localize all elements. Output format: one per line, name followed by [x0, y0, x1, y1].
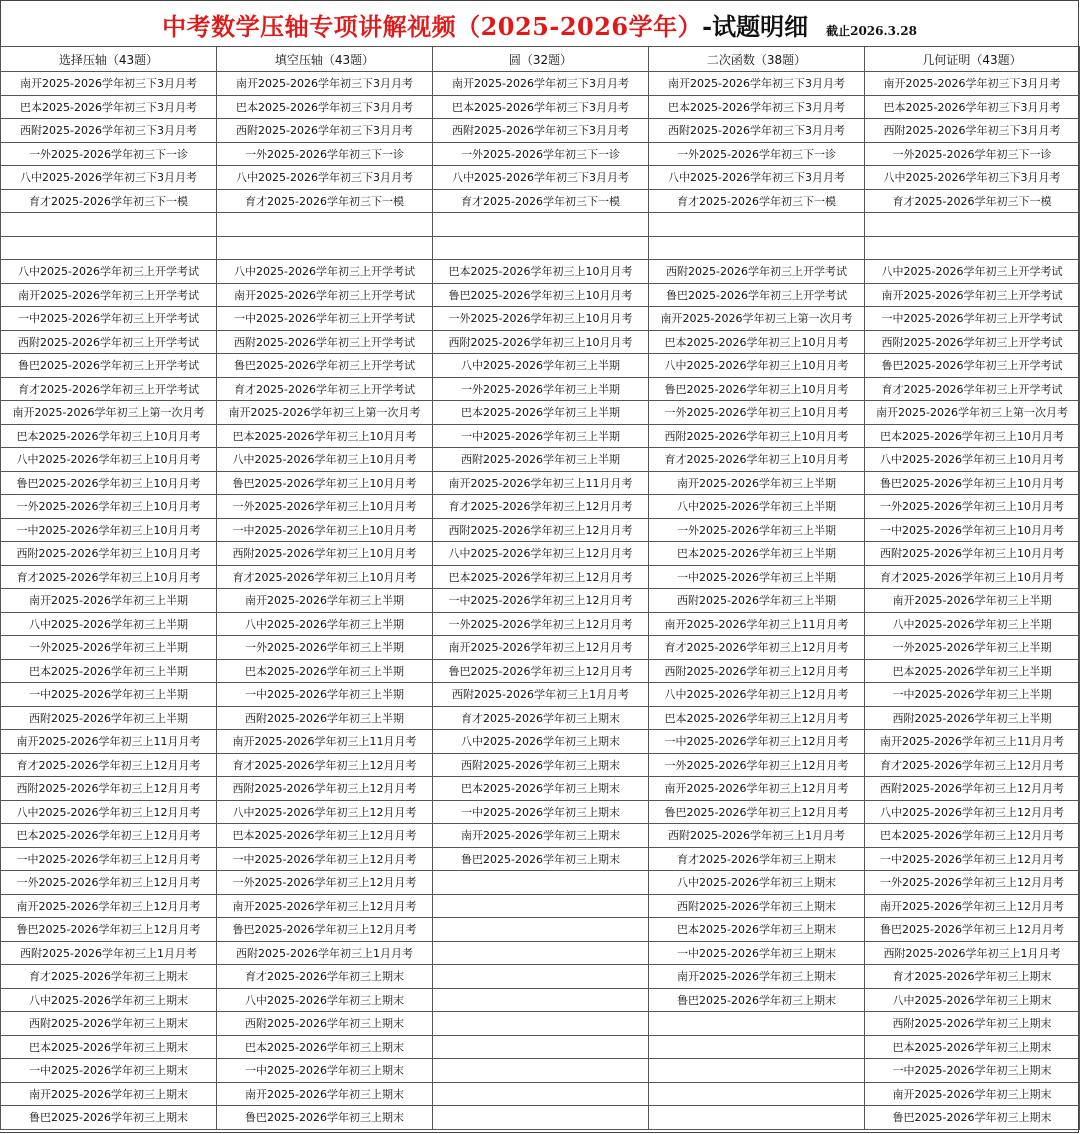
table-cell[interactable]: 一外2025-2026学年初三上半期	[217, 636, 433, 660]
column-header[interactable]: 选择压轴（43题）	[1, 47, 217, 72]
table-cell[interactable]: 八中2025-2026学年初三下3月月考	[433, 166, 649, 190]
table-cell[interactable]: 巴本2025-2026学年初三上10月月考	[1, 424, 217, 448]
table-cell[interactable]: 南开2025-2026学年初三上11月月考	[217, 730, 433, 754]
table-cell[interactable]: 鲁巴2025-2026学年初三上10月月考	[1, 471, 217, 495]
table-cell[interactable]: 南开2025-2026学年初三上第一次月考	[1, 401, 217, 425]
table-cell[interactable]: 八中2025-2026学年初三上12月月考	[217, 800, 433, 824]
table-cell[interactable]	[649, 1059, 865, 1083]
table-cell[interactable]: 一外2025-2026学年初三上12月月考	[433, 612, 649, 636]
title-main: 中考数学压轴专项讲解视频（2025-2026学年）	[162, 12, 703, 41]
table-cell[interactable]: 一中2025-2026学年初三上12月月考	[1, 847, 217, 871]
table-cell[interactable]: 一中2025-2026学年初三上开学考试	[1, 307, 217, 331]
table-body	[1, 72, 1080, 1130]
table-cell[interactable]	[649, 1012, 865, 1036]
table-cell[interactable]: 八中2025-2026学年初三上期末	[217, 988, 433, 1012]
cutoff-date: 截止2026.3.28	[826, 24, 917, 38]
table-cell[interactable]: 巴本2025-2026学年初三上期末	[1, 1035, 217, 1059]
table-row	[1, 659, 1080, 683]
title	[1, 7, 1078, 42]
table-cell[interactable]: 西附2025-2026学年初三下3月月考	[1, 119, 217, 143]
table-cell[interactable]: 育才2025-2026学年初三下一模	[217, 189, 433, 213]
exam-table	[0, 46, 1080, 1130]
table-cell[interactable]: 一中2025-2026学年初三上12月月考	[649, 730, 865, 754]
table-cell[interactable]: 育才2025-2026学年初三上12月月考	[217, 753, 433, 777]
table-cell[interactable]: 西附2025-2026学年初三上1月月考	[1, 941, 217, 965]
table-cell[interactable]: 西附2025-2026学年初三上半期	[433, 448, 649, 472]
table-cell[interactable]: 鲁巴2025-2026学年初三上12月月考	[1, 918, 217, 942]
table-row	[1, 119, 1080, 143]
table-row	[1, 1012, 1080, 1036]
table-cell[interactable]	[433, 213, 649, 237]
table-cell[interactable]: 一外2025-2026学年初三下一诊	[217, 142, 433, 166]
table-cell[interactable]: 西附2025-2026学年初三上期末	[649, 894, 865, 918]
table-row	[1, 988, 1080, 1012]
table-cell[interactable]: 巴本2025-2026学年初三上期末	[865, 1035, 1080, 1059]
table-cell[interactable]: 育才2025-2026学年初三上期末	[433, 706, 649, 730]
table-cell[interactable]: 育才2025-2026学年初三上期末	[217, 965, 433, 989]
table-cell[interactable]	[649, 1082, 865, 1106]
table-cell[interactable]: 南开2025-2026学年初三上第一次月考	[649, 307, 865, 331]
table-cell[interactable]: 八中2025-2026学年初三上10月月考	[649, 354, 865, 378]
table-cell[interactable]: 西附2025-2026学年初三上半期	[1, 706, 217, 730]
table-cell[interactable]: 八中2025-2026学年初三上期末	[1, 988, 217, 1012]
table-row	[1, 354, 1080, 378]
table-cell[interactable]: 育才2025-2026学年初三上12月月考	[1, 753, 217, 777]
table-cell[interactable]: 西附2025-2026学年初三上12月月考	[649, 659, 865, 683]
table-row	[1, 871, 1080, 895]
table-row	[1, 260, 1080, 284]
table-cell[interactable]: 育才2025-2026学年初三上开学考试	[865, 377, 1080, 401]
table-cell[interactable]: 一外2025-2026学年初三上10月月考	[433, 307, 649, 331]
table-cell[interactable]: 一外2025-2026学年初三下一诊	[1, 142, 217, 166]
table-cell[interactable]: 巴本2025-2026学年初三下3月月考	[865, 95, 1080, 119]
table-cell[interactable]: 八中2025-2026学年初三上10月月考	[217, 448, 433, 472]
table-cell[interactable]: 巴本2025-2026学年初三上期末	[433, 777, 649, 801]
table-cell[interactable]: 八中2025-2026学年初三下3月月考	[217, 166, 433, 190]
table-cell[interactable]: 育才2025-2026学年初三下一模	[1, 189, 217, 213]
table-cell[interactable]: 南开2025-2026学年初三上期末	[433, 824, 649, 848]
table-row	[1, 283, 1080, 307]
table-cell[interactable]: 西附2025-2026学年初三上开学考试	[1, 330, 217, 354]
table-cell[interactable]: 西附2025-2026学年初三上12月月考	[1, 777, 217, 801]
table-cell[interactable]: 西附2025-2026学年初三上开学考试	[865, 330, 1080, 354]
table-cell[interactable]	[433, 1012, 649, 1036]
table-cell[interactable]: 巴本2025-2026学年初三上12月月考	[1, 824, 217, 848]
table-cell[interactable]	[1, 213, 217, 237]
table-cell[interactable]: 西附2025-2026学年初三上12月月考	[433, 518, 649, 542]
table-cell[interactable]: 鲁巴2025-2026学年初三上期末	[433, 847, 649, 871]
table-cell[interactable]: 巴本2025-2026学年初三下3月月考	[433, 95, 649, 119]
table-cell[interactable]: 巴本2025-2026学年初三下3月月考	[1, 95, 217, 119]
table-cell[interactable]: 育才2025-2026学年初三上期末	[1, 965, 217, 989]
table-cell[interactable]: 一中2025-2026学年初三上期末	[433, 800, 649, 824]
table-cell[interactable]: 西附2025-2026学年初三上半期	[649, 589, 865, 613]
table-cell[interactable]: 一中2025-2026学年初三上期末	[1, 1059, 217, 1083]
table-cell[interactable]	[433, 236, 649, 260]
table-cell[interactable]: 八中2025-2026学年初三上期末	[865, 988, 1080, 1012]
table-cell[interactable]: 南开2025-2026学年初三上期末	[1, 1082, 217, 1106]
table-cell[interactable]: 巴本2025-2026学年初三上10月月考	[865, 424, 1080, 448]
table-cell[interactable]: 一外2025-2026学年初三下一诊	[649, 142, 865, 166]
table-cell[interactable]: 一中2025-2026学年初三上期末	[649, 941, 865, 965]
table-cell[interactable]: 一外2025-2026学年初三上12月月考	[649, 753, 865, 777]
table-cell[interactable]: 育才2025-2026学年初三上12月月考	[433, 495, 649, 519]
table-cell[interactable]: 南开2025-2026学年初三上12月月考	[649, 777, 865, 801]
table-cell[interactable]: 西附2025-2026学年初三上期末	[433, 753, 649, 777]
table-row	[1, 824, 1080, 848]
table-cell[interactable]: 育才2025-2026学年初三下一模	[433, 189, 649, 213]
table-row	[1, 95, 1080, 119]
table-cell[interactable]: 育才2025-2026学年初三下一模	[649, 189, 865, 213]
table-row	[1, 213, 1080, 237]
table-cell[interactable]: 南开2025-2026学年初三上11月月考	[865, 730, 1080, 754]
table-row	[1, 777, 1080, 801]
table-cell[interactable]: 一中2025-2026学年初三上期末	[865, 1059, 1080, 1083]
table-cell[interactable]: 巴本2025-2026学年初三下3月月考	[649, 95, 865, 119]
table-cell[interactable]: 育才2025-2026学年初三上期末	[865, 965, 1080, 989]
table-cell[interactable]	[433, 1106, 649, 1130]
table-cell[interactable]: 一中2025-2026学年初三上12月月考	[433, 589, 649, 613]
table-cell[interactable]	[649, 1106, 865, 1130]
table-cell[interactable]	[433, 894, 649, 918]
table-row	[1, 1106, 1080, 1130]
table-cell[interactable]: 南开2025-2026学年初三上12月月考	[217, 894, 433, 918]
table-cell[interactable]: 鲁巴2025-2026学年初三上12月月考	[865, 918, 1080, 942]
table-cell[interactable]: 育才2025-2026学年初三上10月月考	[217, 565, 433, 589]
table-cell[interactable]	[433, 965, 649, 989]
table-cell[interactable]: 鲁巴2025-2026学年初三上期末	[217, 1106, 433, 1130]
table-cell[interactable]: 鲁巴2025-2026学年初三上12月月考	[649, 800, 865, 824]
table-cell[interactable]: 鲁巴2025-2026学年初三上开学考试	[217, 354, 433, 378]
table-cell[interactable]: 南开2025-2026学年初三下3月月考	[217, 72, 433, 96]
table-cell[interactable]: 西附2025-2026学年初三上开学考试	[649, 260, 865, 284]
table-cell[interactable]: 一外2025-2026学年初三上半期	[433, 377, 649, 401]
table-cell[interactable]: 西附2025-2026学年初三上10月月考	[1, 542, 217, 566]
table-cell[interactable]: 鲁巴2025-2026学年初三上10月月考	[865, 471, 1080, 495]
table-cell[interactable]: 一外2025-2026学年初三上半期	[865, 636, 1080, 660]
table-cell[interactable]: 西附2025-2026学年初三上期末	[865, 1012, 1080, 1036]
table-row	[1, 72, 1080, 96]
table-cell[interactable]: 西附2025-2026学年初三上开学考试	[217, 330, 433, 354]
table-cell[interactable]	[649, 236, 865, 260]
table-row	[1, 612, 1080, 636]
table-cell[interactable]: 一中2025-2026学年初三上半期	[1, 683, 217, 707]
table-cell[interactable]: 一外2025-2026学年初三上12月月考	[1, 871, 217, 895]
table-cell[interactable]: 育才2025-2026学年初三上10月月考	[649, 448, 865, 472]
table-cell[interactable]: 巴本2025-2026学年初三上12月月考	[865, 824, 1080, 848]
table-cell[interactable]: 南开2025-2026学年初三上期末	[649, 965, 865, 989]
table-cell[interactable]: 巴本2025-2026学年初三上半期	[217, 659, 433, 683]
table-cell[interactable]: 八中2025-2026学年初三上10月月考	[1, 448, 217, 472]
table-cell[interactable]: 八中2025-2026学年初三上半期	[433, 354, 649, 378]
table-row	[1, 330, 1080, 354]
table-cell[interactable]: 鲁巴2025-2026学年初三上12月月考	[433, 659, 649, 683]
table-row	[1, 448, 1080, 472]
table-cell[interactable]	[433, 1059, 649, 1083]
table-cell[interactable]	[217, 236, 433, 260]
table-cell[interactable]: 一外2025-2026学年初三上10月月考	[1, 495, 217, 519]
table-cell[interactable]: 一外2025-2026学年初三上半期	[1, 636, 217, 660]
table-row	[1, 636, 1080, 660]
table-cell[interactable]: 一中2025-2026学年初三上开学考试	[865, 307, 1080, 331]
table-cell[interactable]: 鲁巴2025-2026学年初三上期末	[1, 1106, 217, 1130]
table-cell[interactable]: 南开2025-2026学年初三下3月月考	[433, 72, 649, 96]
table-cell[interactable]	[433, 941, 649, 965]
title-suffix: -试题明细	[702, 12, 809, 41]
table-cell[interactable]: 育才2025-2026学年初三上10月月考	[1, 565, 217, 589]
table-cell[interactable]: 巴本2025-2026学年初三下3月月考	[217, 95, 433, 119]
table-cell[interactable]	[433, 988, 649, 1012]
table-cell[interactable]: 一中2025-2026学年初三上半期	[433, 424, 649, 448]
column-header[interactable]: 几何证明（43题）	[865, 47, 1080, 72]
table-cell[interactable]: 八中2025-2026学年初三上开学考试	[1, 260, 217, 284]
table-cell[interactable]: 西附2025-2026学年初三上10月月考	[865, 542, 1080, 566]
table-row	[1, 542, 1080, 566]
table-cell[interactable]: 西附2025-2026学年初三上12月月考	[865, 777, 1080, 801]
table-cell[interactable]: 南开2025-2026学年初三上12月月考	[1, 894, 217, 918]
table-cell[interactable]: 巴本2025-2026学年初三上期末	[217, 1035, 433, 1059]
table-row	[1, 753, 1080, 777]
table-cell[interactable]: 一外2025-2026学年初三下一诊	[865, 142, 1080, 166]
table-cell[interactable]: 西附2025-2026学年初三上半期	[865, 706, 1080, 730]
table-cell[interactable]: 一外2025-2026学年初三上半期	[649, 518, 865, 542]
table-row	[1, 236, 1080, 260]
table-cell[interactable]: 八中2025-2026学年初三上开学考试	[217, 260, 433, 284]
table-cell[interactable]: 巴本2025-2026学年初三上10月月考	[433, 260, 649, 284]
table-cell[interactable]: 巴本2025-2026学年初三上12月月考	[217, 824, 433, 848]
table-cell[interactable]	[433, 1035, 649, 1059]
table-row	[1, 401, 1080, 425]
header-row	[1, 47, 1080, 72]
table-row	[1, 730, 1080, 754]
table-cell[interactable]: 西附2025-2026学年初三上半期	[217, 706, 433, 730]
table-cell[interactable]: 南开2025-2026学年初三上12月月考	[865, 894, 1080, 918]
table-cell[interactable]: 西附2025-2026学年初三上10月月考	[217, 542, 433, 566]
table-cell[interactable]: 西附2025-2026学年初三下3月月考	[649, 119, 865, 143]
table-cell[interactable]: 鲁巴2025-2026学年初三上开学考试	[865, 354, 1080, 378]
table-row	[1, 965, 1080, 989]
table-cell[interactable]: 一外2025-2026学年初三上12月月考	[217, 871, 433, 895]
table-row	[1, 589, 1080, 613]
table-cell[interactable]: 一中2025-2026学年初三上半期	[217, 683, 433, 707]
table-cell[interactable]: 鲁巴2025-2026学年初三上10月月考	[649, 377, 865, 401]
table-cell[interactable]: 八中2025-2026学年初三下3月月考	[1, 166, 217, 190]
table-cell[interactable]: 八中2025-2026学年初三上12月月考	[1, 800, 217, 824]
table-cell[interactable]: 西附2025-2026学年初三下3月月考	[217, 119, 433, 143]
table-cell[interactable]: 南开2025-2026学年初三上11月月考	[1, 730, 217, 754]
table-row	[1, 918, 1080, 942]
table-cell[interactable]: 八中2025-2026学年初三上开学考试	[865, 260, 1080, 284]
table-cell[interactable]: 西附2025-2026学年初三下3月月考	[433, 119, 649, 143]
table-row	[1, 307, 1080, 331]
table-cell[interactable]: 鲁巴2025-2026学年初三上10月月考	[217, 471, 433, 495]
table-cell[interactable]: 育才2025-2026学年初三下一模	[865, 189, 1080, 213]
table-cell[interactable]: 南开2025-2026学年初三下3月月考	[865, 72, 1080, 96]
table-cell[interactable]	[433, 1082, 649, 1106]
table-cell[interactable]: 一中2025-2026学年初三上10月月考	[217, 518, 433, 542]
table-row	[1, 142, 1080, 166]
table-cell[interactable]: 鲁巴2025-2026学年初三上期末	[649, 988, 865, 1012]
table-cell[interactable]: 巴本2025-2026学年初三上10月月考	[649, 330, 865, 354]
table-cell[interactable]: 南开2025-2026学年初三上开学考试	[865, 283, 1080, 307]
table-cell[interactable]: 八中2025-2026学年初三上半期	[865, 612, 1080, 636]
table-row	[1, 377, 1080, 401]
table-cell[interactable]: 育才2025-2026学年初三上10月月考	[865, 565, 1080, 589]
table-cell[interactable]: 南开2025-2026学年初三上11月月考	[433, 471, 649, 495]
table-cell[interactable]: 一中2025-2026学年初三上开学考试	[217, 307, 433, 331]
table-cell[interactable]: 一中2025-2026学年初三上10月月考	[1, 518, 217, 542]
table-cell[interactable]	[433, 918, 649, 942]
table-cell[interactable]: 八中2025-2026学年初三上半期	[217, 612, 433, 636]
table-row	[1, 424, 1080, 448]
table-row	[1, 1059, 1080, 1083]
table-cell[interactable]: 南开2025-2026学年初三上半期	[649, 471, 865, 495]
table-cell[interactable]: 一外2025-2026学年初三下一诊	[433, 142, 649, 166]
table-row	[1, 189, 1080, 213]
table-cell[interactable]: 巴本2025-2026学年初三上半期	[433, 401, 649, 425]
table-cell[interactable]: 巴本2025-2026学年初三上10月月考	[217, 424, 433, 448]
table-cell[interactable]: 八中2025-2026学年初三下3月月考	[865, 166, 1080, 190]
table-cell[interactable]	[1, 236, 217, 260]
table-cell[interactable]: 南开2025-2026学年初三上第一次月考	[217, 401, 433, 425]
table-cell[interactable]: 南开2025-2026学年初三上12月月考	[433, 636, 649, 660]
table-cell[interactable]: 巴本2025-2026学年初三上半期	[865, 659, 1080, 683]
table-cell[interactable]: 西附2025-2026学年初三上12月月考	[217, 777, 433, 801]
table-cell[interactable]: 西附2025-2026学年初三下3月月考	[865, 119, 1080, 143]
table-cell[interactable]: 育才2025-2026学年初三上开学考试	[217, 377, 433, 401]
table-cell[interactable]: 西附2025-2026学年初三上期末	[1, 1012, 217, 1036]
table-cell[interactable]: 南开2025-2026学年初三上期末	[865, 1082, 1080, 1106]
table-row	[1, 471, 1080, 495]
table-cell[interactable]: 八中2025-2026学年初三上10月月考	[865, 448, 1080, 472]
table-cell[interactable]: 一外2025-2026学年初三上10月月考	[865, 495, 1080, 519]
table-row	[1, 800, 1080, 824]
table-row	[1, 847, 1080, 871]
table-cell[interactable]	[865, 236, 1080, 260]
table-cell[interactable]: 八中2025-2026学年初三上半期	[649, 495, 865, 519]
table-cell[interactable]: 南开2025-2026学年初三上期末	[217, 1082, 433, 1106]
table-cell[interactable]: 八中2025-2026学年初三上半期	[1, 612, 217, 636]
table-row	[1, 518, 1080, 542]
table-row	[1, 894, 1080, 918]
table-cell[interactable]: 一中2025-2026学年初三上10月月考	[865, 518, 1080, 542]
table-cell[interactable]: 鲁巴2025-2026学年初三上开学考试	[1, 354, 217, 378]
table-cell[interactable]: 巴本2025-2026学年初三上12月月考	[649, 706, 865, 730]
table-row	[1, 166, 1080, 190]
table-cell[interactable]: 一中2025-2026学年初三上12月月考	[217, 847, 433, 871]
table-cell[interactable]: 南开2025-2026学年初三上开学考试	[1, 283, 217, 307]
table-cell[interactable]: 一中2025-2026学年初三上半期	[649, 565, 865, 589]
table-cell[interactable]: 鲁巴2025-2026学年初三上12月月考	[217, 918, 433, 942]
table-cell[interactable]	[217, 213, 433, 237]
table-row	[1, 565, 1080, 589]
table-cell[interactable]: 南开2025-2026学年初三下3月月考	[1, 72, 217, 96]
table-cell[interactable]: 巴本2025-2026学年初三上期末	[649, 918, 865, 942]
title-row	[0, 0, 1079, 47]
table-cell[interactable]: 一外2025-2026学年初三上10月月考	[217, 495, 433, 519]
table-cell[interactable]: 西附2025-2026学年初三上期末	[217, 1012, 433, 1036]
table-cell[interactable]: 西附2025-2026学年初三上1月月考	[865, 941, 1080, 965]
table-cell[interactable]: 八中2025-2026学年初三上12月月考	[865, 800, 1080, 824]
table-cell[interactable]: 育才2025-2026学年初三上开学考试	[1, 377, 217, 401]
column-header[interactable]: 二次函数（38题）	[649, 47, 865, 72]
table-cell[interactable]: 八中2025-2026学年初三上12月月考	[649, 683, 865, 707]
table-cell[interactable]: 西附2025-2026学年初三上1月月考	[433, 683, 649, 707]
table-cell[interactable]: 育才2025-2026学年初三上12月月考	[865, 753, 1080, 777]
table-cell[interactable]: 育才2025-2026学年初三上12月月考	[649, 636, 865, 660]
table-cell[interactable]	[649, 1035, 865, 1059]
table-cell[interactable]: 一中2025-2026学年初三上期末	[217, 1059, 433, 1083]
table-cell[interactable]: 南开2025-2026学年初三上11月月考	[649, 612, 865, 636]
table-cell[interactable]: 八中2025-2026学年初三上12月月考	[433, 542, 649, 566]
table-cell[interactable]: 一中2025-2026学年初三上半期	[865, 683, 1080, 707]
table-cell[interactable]: 八中2025-2026学年初三上期末	[433, 730, 649, 754]
table-cell[interactable]: 西附2025-2026学年初三上1月月考	[649, 824, 865, 848]
table-cell[interactable]	[649, 213, 865, 237]
table-cell[interactable]: 西附2025-2026学年初三上10月月考	[433, 330, 649, 354]
table-cell[interactable]: 鲁巴2025-2026学年初三上开学考试	[649, 283, 865, 307]
table-cell[interactable]: 南开2025-2026学年初三上半期	[1, 589, 217, 613]
table-cell[interactable]: 南开2025-2026学年初三上第一次月考	[865, 401, 1080, 425]
table-cell[interactable]: 南开2025-2026学年初三上开学考试	[217, 283, 433, 307]
table-cell[interactable]: 南开2025-2026学年初三上半期	[217, 589, 433, 613]
column-header[interactable]: 填空压轴（43题）	[217, 47, 433, 72]
table-cell[interactable]	[433, 871, 649, 895]
table-cell[interactable]: 一中2025-2026学年初三上12月月考	[865, 847, 1080, 871]
table-cell[interactable]: 巴本2025-2026学年初三上12月月考	[433, 565, 649, 589]
table-cell[interactable]: 西附2025-2026学年初三上1月月考	[217, 941, 433, 965]
table-row	[1, 941, 1080, 965]
table-cell[interactable]	[865, 213, 1080, 237]
table-cell[interactable]: 西附2025-2026学年初三上10月月考	[649, 424, 865, 448]
table-cell[interactable]: 八中2025-2026学年初三下3月月考	[649, 166, 865, 190]
table-cell[interactable]: 一外2025-2026学年初三上10月月考	[649, 401, 865, 425]
table-cell[interactable]: 巴本2025-2026学年初三上半期	[1, 659, 217, 683]
column-header[interactable]: 圆（32题）	[433, 47, 649, 72]
table-row	[1, 706, 1080, 730]
table-cell[interactable]: 一外2025-2026学年初三上12月月考	[865, 871, 1080, 895]
table-cell[interactable]: 南开2025-2026学年初三下3月月考	[649, 72, 865, 96]
table-cell[interactable]: 鲁巴2025-2026学年初三上10月月考	[433, 283, 649, 307]
table-cell[interactable]: 育才2025-2026学年初三上期末	[649, 847, 865, 871]
table-row	[1, 495, 1080, 519]
table-cell[interactable]: 八中2025-2026学年初三上期末	[649, 871, 865, 895]
table-row	[1, 683, 1080, 707]
table-cell[interactable]: 巴本2025-2026学年初三上半期	[649, 542, 865, 566]
table-cell[interactable]: 南开2025-2026学年初三上半期	[865, 589, 1080, 613]
table-row	[1, 1082, 1080, 1106]
table-row	[1, 1035, 1080, 1059]
table-cell[interactable]: 鲁巴2025-2026学年初三上期末	[865, 1106, 1080, 1130]
